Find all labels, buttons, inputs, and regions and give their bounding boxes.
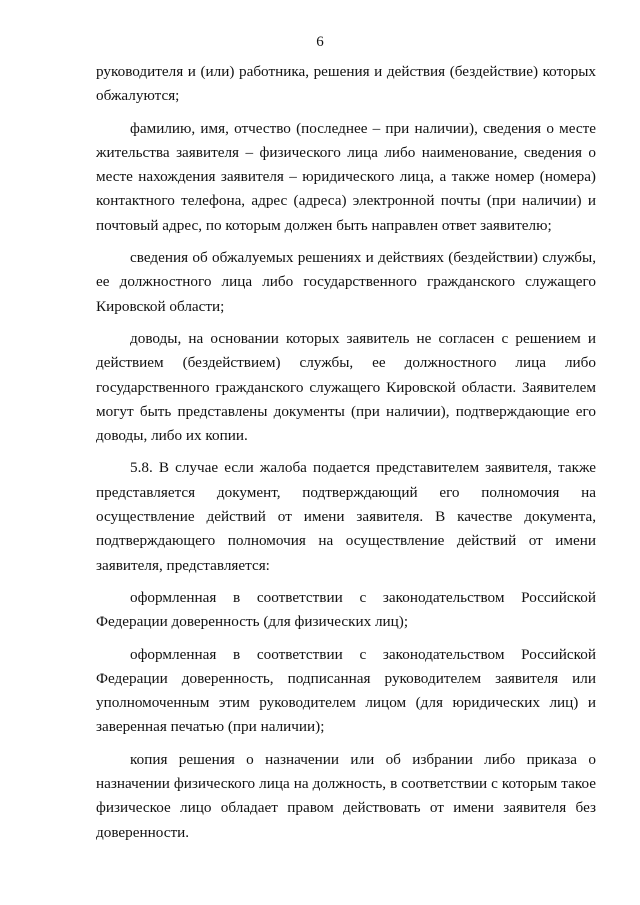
paragraph-power-of-attorney-legal-entities: оформленная в соответствии с законодательством Российской Федерации доверенность, подписанная руководителем заявителя или уполномоченным этим руководителем лицом (для юридических лиц) и заверенная печатью (при наличии);: [96, 645, 596, 736]
page-number: 6: [316, 34, 324, 50]
paragraph-appointment-decision: копия решения о назначении или об избрании либо приказа о назначении физического лица на должность, в соответствии с которым такое физическое лицо обладает правом действовать от имени заявителя без доверенности.: [96, 750, 596, 841]
paragraph-continuation: руководителя и (или) работника, решения и действия (бездействие) которых обжалуются;: [96, 63, 596, 105]
document-body: [96, 60, 596, 853]
paragraph-applicant-name: фамилию, имя, отчество (последнее – при наличии), сведения о месте жительства заявителя – физического лица либо наименование, сведения о месте нахождения заявителя – юридического лица, а также номер (номера) контактного телефона, адрес (адреса) электронной почты (при наличии) и почтовый адрес, по которым должен быть направлен ответ заявителю;: [96, 119, 596, 234]
paragraph-arguments: доводы, на основании которых заявитель не согласен с решением и действием (бездействием) службы, ее должностного лица либо государственного гражданского служащего Кировской области. Заявителем могут быть представлены документы (при наличии), подтверждающие его доводы, либо их копии.: [96, 329, 596, 445]
paragraph-power-of-attorney-individuals: оформленная в соответствии с законодательством Российской Федерации доверенность (для физических лиц);: [96, 588, 596, 631]
paragraph-clause-5-8: 5.8. В случае если жалоба подается представителем заявителя, также представляется документ, подтверждающий его полномочия на осуществление действий от имени заявителя. В качестве документа, подтверждающего полномочия на осуществление действий от имени заявителя, представляется:: [96, 459, 596, 574]
paragraph-appealed-decisions: сведения об обжалуемых решениях и действиях (бездействии) службы, ее должностного лица либо государственного гражданского служащего Кировской области;: [96, 249, 596, 315]
